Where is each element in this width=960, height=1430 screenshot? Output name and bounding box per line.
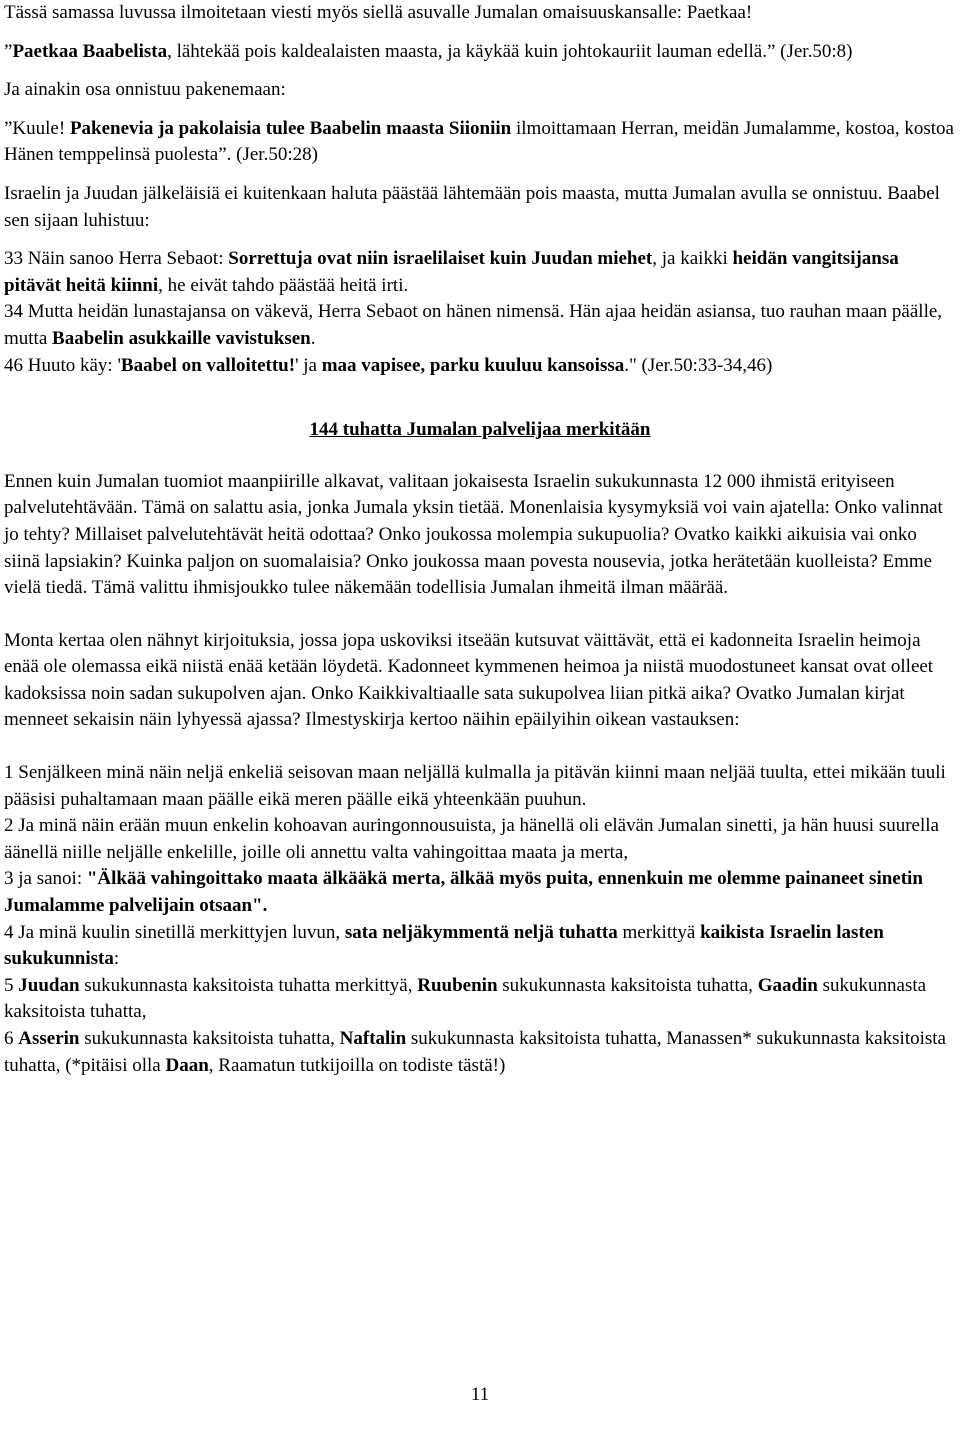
revelation-verse-6: 6 Asserin sukukunnasta kaksitoista tuhatta, Naftalin sukukunnasta kaksitoista tuhatta, Manassen* sukukunnasta kaksitoista tuhatta, (*pitäisi olla Daan, Raamatun tutkijoilla on todiste tästä!) xyxy=(4,1028,946,1076)
verse-46: 46 Huuto käy: 'Baabel on valloitettu!' ja maa vapisee, parku kuuluu kansoissa." (Jer.50:33-34,46) xyxy=(4,354,773,376)
quote-jer-50-28: ”Kuule! Pakenevia ja pakolaisia tulee Baabelin maasta Siioniin ilmoittamaan Herran, meidän Jumalamme, kostoa, kostoa Hänen temppelinsä puolesta”. (Jer.50:28) xyxy=(4,117,954,166)
revelation-verse-5: 5 Juudan sukukunnasta kaksitoista tuhatta merkittyä, Ruubenin sukukunnasta kaksitoista tuhatta, Gaadin sukukunnasta kaksitoista tuhatta, xyxy=(4,974,927,1023)
revelation-verse-3: 3 ja sanoi: "Älkää vahingoittako maata älkääkä merta, älkää myös puita, ennenkuin me olemme painaneet sinetin Jumalamme palvelijain otsaan". xyxy=(4,868,923,917)
revelation-verse-4: 4 Ja minä kuulin sinetillä merkittyjen luvun, sata neljäkymmentä neljä tuhatta merkittyä kaikista Israelin lasten sukukunnista: xyxy=(4,921,884,970)
page-number: 11 xyxy=(470,1384,490,1405)
babel-paragraph: Israelin ja Juudan jälkeläisiä ei kuitenkaan haluta päästää lähtemään pois maasta, mutta Jumalan avulla se onnistuu. Baabel sen sijaan luhistuu: xyxy=(4,182,940,231)
revelation-verse-1: 1 Senjälkeen minä näin neljä enkeliä seisovan maan neljällä kulmalla ja pitävän kiinni maan neljää tuulta, ettei mikään tuuli pääsisi puhaltamaan maan päälle eikä meren päälle eikä yhteenkään puuhun. xyxy=(4,762,946,810)
intro-paragraph: Tässä samassa luvussa ilmoitetaan viesti myös siellä asuvalle Jumalan omaisuuskansalle: Paetkaa! xyxy=(4,2,753,23)
revelation-verse-2: 2 Ja minä näin erään muun enkelin kohoavan auringonnousuista, ja hänellä oli elävän Jumalan sinetti, ja hän huusi suurella äänellä niille neljälle enkelille, joille oli annettu valta vahingoittaa maata ja merta, xyxy=(4,815,939,863)
document-page xyxy=(4,0,956,1079)
selection-paragraph: Ennen kuin Jumalan tuomiot maanpiirille alkavat, valitaan jokaisesta Israelin sukukunnasta 12 000 ihmistä erityiseen palvelutehtävään. Tämä on salattu asia, jonka Jumala yksin tietää. Monenlaisia kysymyksiä voi vain ajatella: Onko valinnat jo tehty? Millaiset palvelutehtävät heitä odottaa? Onko joukossa molempia sukupuolia? Ovatko kaikki aikuisia vai onko siinä lapsiakin? Kuinka paljon on suomalaisia? Onko joukossa maan povesta nousevia, jotka herätetään kuolleista? Emme vielä tiedä. Tämä valittu ihmisjoukko tulee näkemään todellisia Jumalan ihmeitä ilman määrää. xyxy=(4,470,943,599)
verse-34: 34 Mutta heidän lunastajansa on väkevä, Herra Sebaot on hänen nimensä. Hän ajaa heidän asiansa, tuo rauhan maan päälle, mutta Baabelin asukkaille vavistuksen. xyxy=(4,301,943,349)
quote-jer-50-8: ”Paetkaa Baabelista, lähtekää pois kaldealaisten maasta, ja käykää kuin johtokauriit lauman edellä.” (Jer.50:8) xyxy=(4,40,853,62)
section-heading: 144 tuhatta Jumalan palvelijaa merkitään xyxy=(309,419,651,441)
lost-tribes-paragraph: Monta kertaa olen nähnyt kirjoituksia, jossa jopa uskoviksi itseään kutsuvat väittävät, että ei kadonneita Israelin heimoja enää ole olemassa eikä niistä enää ketään löydetä. Kadonneet kymmenen heimoa ja niistä muodostuneet kansat ovat olleet kadoksissa noin sadan sukupolven ajan. Onko Kaikkivaltiaalle sata sukupolvea liian pitkä aika? Ovatko Jumalan kirjat menneet sekaisin näin lyhyessä ajassa? Ilmestyskirja kertoo näihin epäilyihin oikean vastauksen: xyxy=(4,629,934,731)
transition-paragraph: Ja ainakin osa onnistuu pakenemaan: xyxy=(4,79,286,101)
verse-33: 33 Näin sanoo Herra Sebaot: Sorrettuja ovat niin israelilaiset kuin Juudan miehet, ja kaikki heidän vangitsijansa pitävät heitä kiinni, he eivät tahdo päästää heitä irti. xyxy=(4,248,899,296)
